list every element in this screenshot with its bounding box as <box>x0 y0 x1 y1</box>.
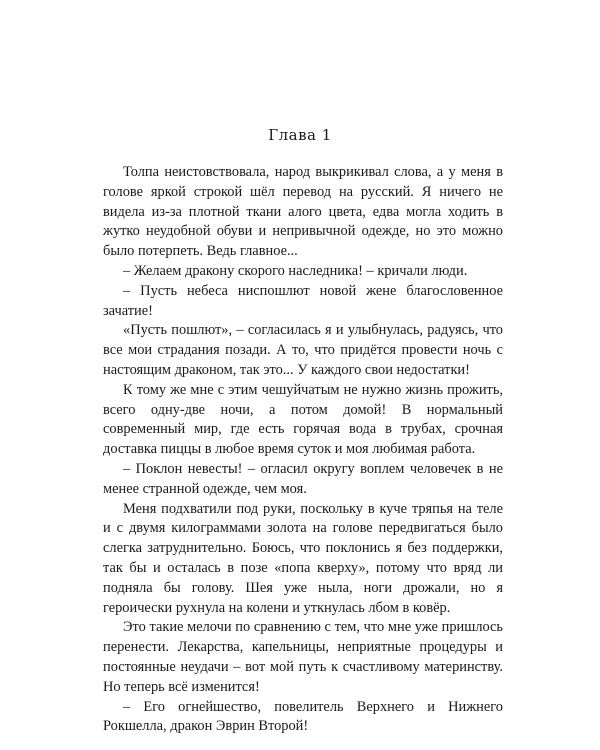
paragraph: – Пусть небеса ниспошлют новой жене благословенное зачатие! <box>103 282 503 319</box>
paragraph: Меня подхватили под руки, поскольку в куче тряпья на теле и с двумя килограммами золота на голове передвигаться было слегка затруднительно. Боюсь, что поклонись я без поддержки, так бы и осталась в позе «попа кверху», потому что вряд ли подняла бы голову. Шея уже ныла, ноги дрожали, но я героически рухнула на колени и уткнулась лбом в ковёр. <box>103 500 503 616</box>
paragraph: – Поклон невесты! – огласил округу воплем человечек в не менее странной одежде, чем моя. <box>103 460 503 497</box>
paragraph: «Пусть пошлют», – согласилась я и улыбнулась, радуясь, что все мои страдания позади. А то, что придётся провести ночь с настоящим драконом, так это... У каждого свои недостатки! <box>103 322 503 378</box>
chapter-body <box>103 163 503 737</box>
paragraph: Толпа неистовствовала, народ выкрикивал слова, а у меня в голове яркой строкой шёл перевод на русский. Я ничего не видела из-за плотной ткани алого цвета, едва могла ходить в жутко неудобной обуви и непривычной одежде, но это можно было потерпеть. Ведь главное... <box>103 164 503 260</box>
paragraph: – Его огнейшество, повелитель Верхнего и Нижнего Рокшелла, дракон Эврин Второй! <box>103 698 503 735</box>
paragraph: К тому же мне с этим чешуйчатым не нужно жизнь прожить, всего одну-две ночи, а потом домой! В нормальный современный мир, где есть горячая вода в трубах, срочная доставка пиццы в любое время суток и моя любимая работа. <box>103 381 503 458</box>
chapter-title: Глава 1 <box>268 126 332 144</box>
paragraph: Это такие мелочи по сравнению с тем, что мне уже пришлось перенести. Лекарства, капельницы, неприятные процедуры и постоянные неудачи – вот мой путь к счастливому материнству. Но теперь всё изменится! <box>103 619 503 695</box>
paragraph: – Желаем дракону скорого наследника! – кричали люди. <box>123 262 468 279</box>
